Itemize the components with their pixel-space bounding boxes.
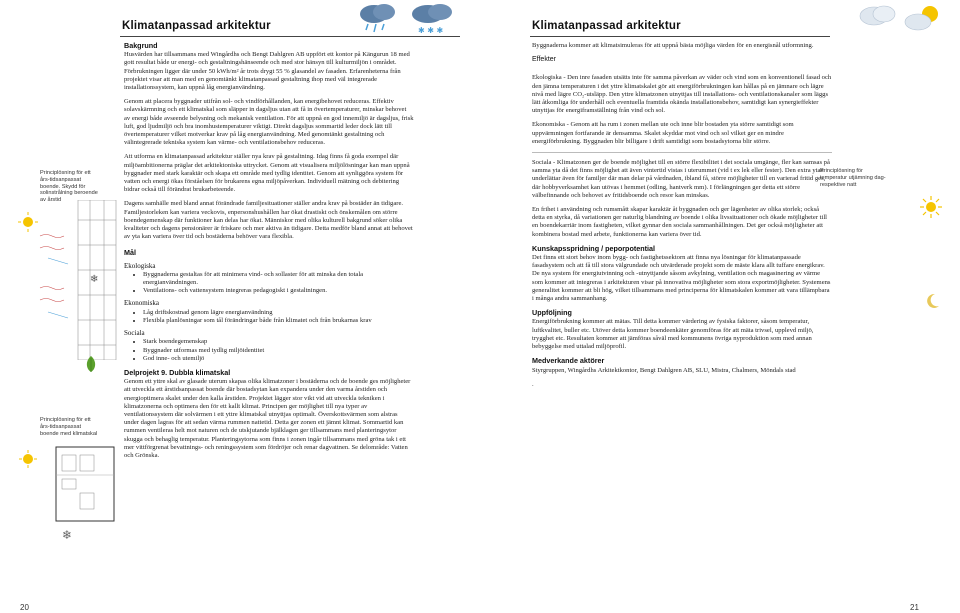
- delprojekt-paragraph: Genom ett yttre skal av glasade uterum skapas olika klimatzoner i bostäderna och de boende ges möjligheter att utveckla ett årstidsanpassat boende där bostadsytan kan expandera under den varma årstiden och energioptimera skalet under den kalla årstiden. Projektet lägger stor vikt vid att utveckla tekniken i klimatzonerna och optimera den för ett kallt klimat. Principen ger möjlighet till nya typer av ventilationssystem där solvärmen i ett yttre klimatskal utnyttjas optimalt. Överskottsvärmen som alstras under dagen lagras för att sedan värma rummen nattetid. Detta ger zonen ett jämnt klimat. Sommartid kan rummen ventileras helt mot naturen och de utskjutande bjälklagen ger tillsammans med planteringsytor skugga och behaglig temperatur. Planteringsytorna som finns i zonen ingår tillsammans med gröna tak i ett mer vittförgrenat bevattnings- och reningssystem som fördröjer och renar dagvattnen. Se delområde: Vatten och Grönska.: [124, 378, 411, 459]
- left-page-number: 20: [20, 603, 29, 612]
- snow-cloud-icon: [404, 2, 458, 36]
- ekologiska-list: [124, 271, 414, 296]
- sociala-heading: Sociala: [124, 329, 145, 338]
- intro-paragraph: Byggnaderna kommer att klimatsimuleras för att uppnå bästa möjliga värden för en energisnål utformning.: [532, 42, 814, 49]
- right-page-number: 21: [910, 603, 919, 612]
- effekter-heading: Effekter: [532, 56, 556, 64]
- floor-plan-diagram: [18, 445, 118, 525]
- svg-text:❄: ❄: [62, 528, 73, 540]
- divider: [532, 152, 832, 153]
- sociala-effekter-2: En frihet i användning och rumsmått skapar karaktär åt byggnaden och ger lägenheter av olika storlek; också detta en styrka, då variationen ger naturlig blandning av boende i olika livssituationer och ökade möjligheter till en boendekarriär inom fastigheten, vilket gynnar den sociala sammanhållningen. Det ger också möjligheter att kombinera bostad med arbete, funktionerna kan variera över tid.: [532, 206, 827, 238]
- bakgrund-heading: Bakgrund: [124, 41, 158, 50]
- list-item: • Ventilations- och vattensystem integreras pedagogiskt i gestaltningen.: [143, 287, 414, 295]
- sun-icon: [920, 196, 942, 218]
- kunskapsspridning-paragraph: Det finns ett stort behov inom bygg- och fastighetssektorn att finna nya lösningar för klimatanpassade fasadsystem och att få till stora välgrundade och utvärderade projekt som de mäste klara allt tuffare energikrav. De nya system för energiutvinning och -utnyttjande såsom avkylning, ventilation och magasinering av värme som kommer att integreras i arkitekturen visar på innovativa möjligheter som stora exportmöjligheter. Systemens generalitet kommer att bli hög, vilket tillsammans med principerna för klimatskalen kommer att vara tillämpbara i många andra sammanhang.: [532, 254, 831, 303]
- right-header-rule: [530, 36, 830, 37]
- list-item: • Stark boendegemenskap: [143, 338, 414, 346]
- ekologiska-effekter: Ekologiska - Den inre fasaden utsätts inte för samma påverkan av väder och vind som en konventionell fasad och den jämna temperaturen i det yttre klimatskalet gör att energiförbrukningen kan hållas på en jämnare och lägre nivå med lägre CO₂-utsläpp. Den yttre klimatzonen utnyttjas till installations- och ventilationskanaler som läggs lätt åtkomliga för underhåll och eventuella framtida okända installationsbehov, samtidigt kan synergieffekter utnyttjas för energiframställning från vind och sol.: [532, 74, 832, 115]
- rain-cloud-icon: [354, 2, 404, 36]
- bakgrund-paragraph-2: Genom att placera byggnader utifrån sol- och vindförhållanden, kan energibehovet reduceras. Effektiv solavskärmning och ett klimatskal som släpper in dagsljus utan att få in övertemperaturer, minskar behovet av energi både avseende belysning och mekanisk ventilation. För att uppnå en god innemiljö är dagsljus, frisk luft, god ljudmiljö och bra inomhustemperaturer viktigt. Direkt dagsljus sommartid leder dock lätt till övertemperaturer vilket motverkar krav på låg energianvändning. Med genomtänkt gestaltning och välintegrerade tekniska system kan värme- och ventilationsbehov reduceras.: [124, 98, 414, 147]
- bakgrund-paragraph-3: Att utforma en klimatanpassad arkitektur ställer nya krav på gestaltning. Idag finns få goda exempel där miljöambitionerna präglar det arkitektoniska uttrycket. Genom att visualisera miljölösningar kan man uppnå byggnader med stark karaktär och skapa ett område med tydlig identitet. Genom att synliggöra system för vatten och energi ökas förståelsen för brukarens egna miljöpåverkan. Individuell mätning och debitering bidrar också till förändrat brukarbeteende.: [124, 153, 410, 194]
- margin-caption-right: Principlösning för temperatur utjämning dag- respektive natt: [820, 168, 886, 188]
- ekologiska-heading: Ekologiska: [124, 261, 156, 270]
- margin-caption-bottom: Principlösning för ett års-tidsanpassat boende med klimatskal: [40, 417, 98, 437]
- uppfoljning-paragraph: Energiförbrukning kommer att mätas. Till detta kommer värdering av fysiska faktorer, såsom temperatur, luftkvalitet, buller etc. Utöver detta kommer boendeenkäter genomföras för att mäta trivsel, upplevd miljö, trygghet etc. Resultaten kommer att jämföras såväl med kommunens övriga nyproduktion som med annan bebyggelse med uttalad miljöprofil.: [532, 318, 814, 351]
- mal-heading: Mål: [124, 248, 136, 258]
- list-item: • Byggnader utformas med tydlig miljöidentitet: [143, 347, 414, 355]
- medverkande-paragraph: Styrgruppen, Wingårdhs Arkitektkontor, Bengt Dahlgren AB, SLU, Mistra, Chalmers, Möndals stad: [532, 366, 796, 374]
- delprojekt-heading: Delprojekt 9. Dubbla klimatskal: [124, 367, 231, 377]
- uppfoljning-heading: Uppföljning: [532, 308, 572, 318]
- left-text-column: [124, 42, 414, 466]
- bakgrund-paragraph-4: Dagens samhälle med bland annat förändrade familjesituationer ställer andra krav på bostäder än tidigare. Familjestorleken kan variera veckovis, enpersonshushållen har ökat drastiskt och önskemålen om större boendegemenskap där funktioner kan delas har ökat. Människor med olika kulturell bakgrund söker olika kvaliteter och dagens pensionärer är friskare och mer aktiva än tidigare. Detta medför bland annat att behovet av yta kan variera över tid och bostäderna behöver vara flexibla.: [124, 200, 413, 241]
- svg-text:✱ ✱ ✱: ✱ ✱ ✱: [418, 26, 444, 35]
- ekonomiska-list: [124, 309, 414, 325]
- medverkande-heading: Medverkande aktörer: [532, 356, 605, 366]
- left-header-rule: [120, 36, 460, 37]
- sun-cloud-icon: [900, 2, 948, 36]
- leaf-icon: [84, 355, 98, 373]
- list-item: • Låg driftskostnad genom lägre energianvändning: [143, 309, 414, 317]
- margin-caption-top: Principlösning för ett års-tidsanpassat boende. Skydd för solinstrålning beroende av årstid: [40, 170, 98, 204]
- sociala-list: [124, 338, 414, 363]
- right-text-column: [532, 42, 832, 395]
- ekonomiska-heading: Ekonomiska: [124, 299, 159, 308]
- list-item: • Byggnaderna gestaltas för att minimera vind- och sollaster för att minska den totala energianvändningen.: [143, 271, 414, 287]
- trailing-dot: .: [532, 380, 534, 388]
- building-section-diagram: [18, 200, 118, 360]
- list-item: • Flexibla planlösningar som tål förändringar både från klimatet och från brukarnas krav: [143, 317, 414, 325]
- snowflake-icon: [62, 528, 74, 540]
- left-page-title: Klimatanpassad arkitektur: [122, 20, 271, 32]
- right-page: [480, 0, 960, 613]
- ekonomiska-effekter: Ekonomiska - Genom att ha rum i zonen mellan ute och inne blir bostaden yta större samtidigt som uppvärmningen fortfarande är densamma. Skalet skyddar mot vind och sol vilket ger en mindre energiförbrukning. Byggnaden blir billigare i drift samtidigt som bostadsytorna blir större.: [532, 121, 794, 145]
- bakgrund-paragraph-1: Husvärden har tillsammans med Wingårdhs och Bengt Dahlgren AB uppfört ett kontor på Kängurun 18 med gott resultat både ur energi- och gestaltningshänseende och med stor hänsyn till kulturmiljön i området. Förbrukningen ligger där under 50 kWh/m² år trots drygt 55 % glasandel av fasaden. Erfarenheterna från projektet visar att man med en genomtänkt klimatanpassad gestaltning ihop med väl integrerade installationssystem, kan uppnå låg energianvändning.: [124, 51, 410, 92]
- kunskapsspridning-heading: Kunskapsspridning / peporpotential: [532, 243, 655, 253]
- svg-text:❄: ❄: [90, 274, 99, 285]
- right-page-title: Klimatanpassad arkitektur: [532, 20, 681, 32]
- moon-icon: [926, 293, 940, 309]
- cloud-icon: [856, 2, 900, 34]
- sociala-effekter: Sociala - Klimatzonen ger de boende möjlighet till en större flexibilitet i det sociala umgänge, fler kan samsas på samma yta då det finns möjlighet att även vintertid vistas i uterummet (vid t ex lek eller fester). Den extra ytan underlättar även för familjer där man delar på vårdnaden, ibland få, större möjligheter till en varierad fritid ges, där hobbyverksamhet kan utövas i hemmet (odling, hantverk mm). I förlängningen ger detta ett större välbefinnande och behovet av fritidsboende och resor kan minskas.: [532, 159, 830, 199]
- list-item: • God inne- och utemiljö: [143, 355, 414, 363]
